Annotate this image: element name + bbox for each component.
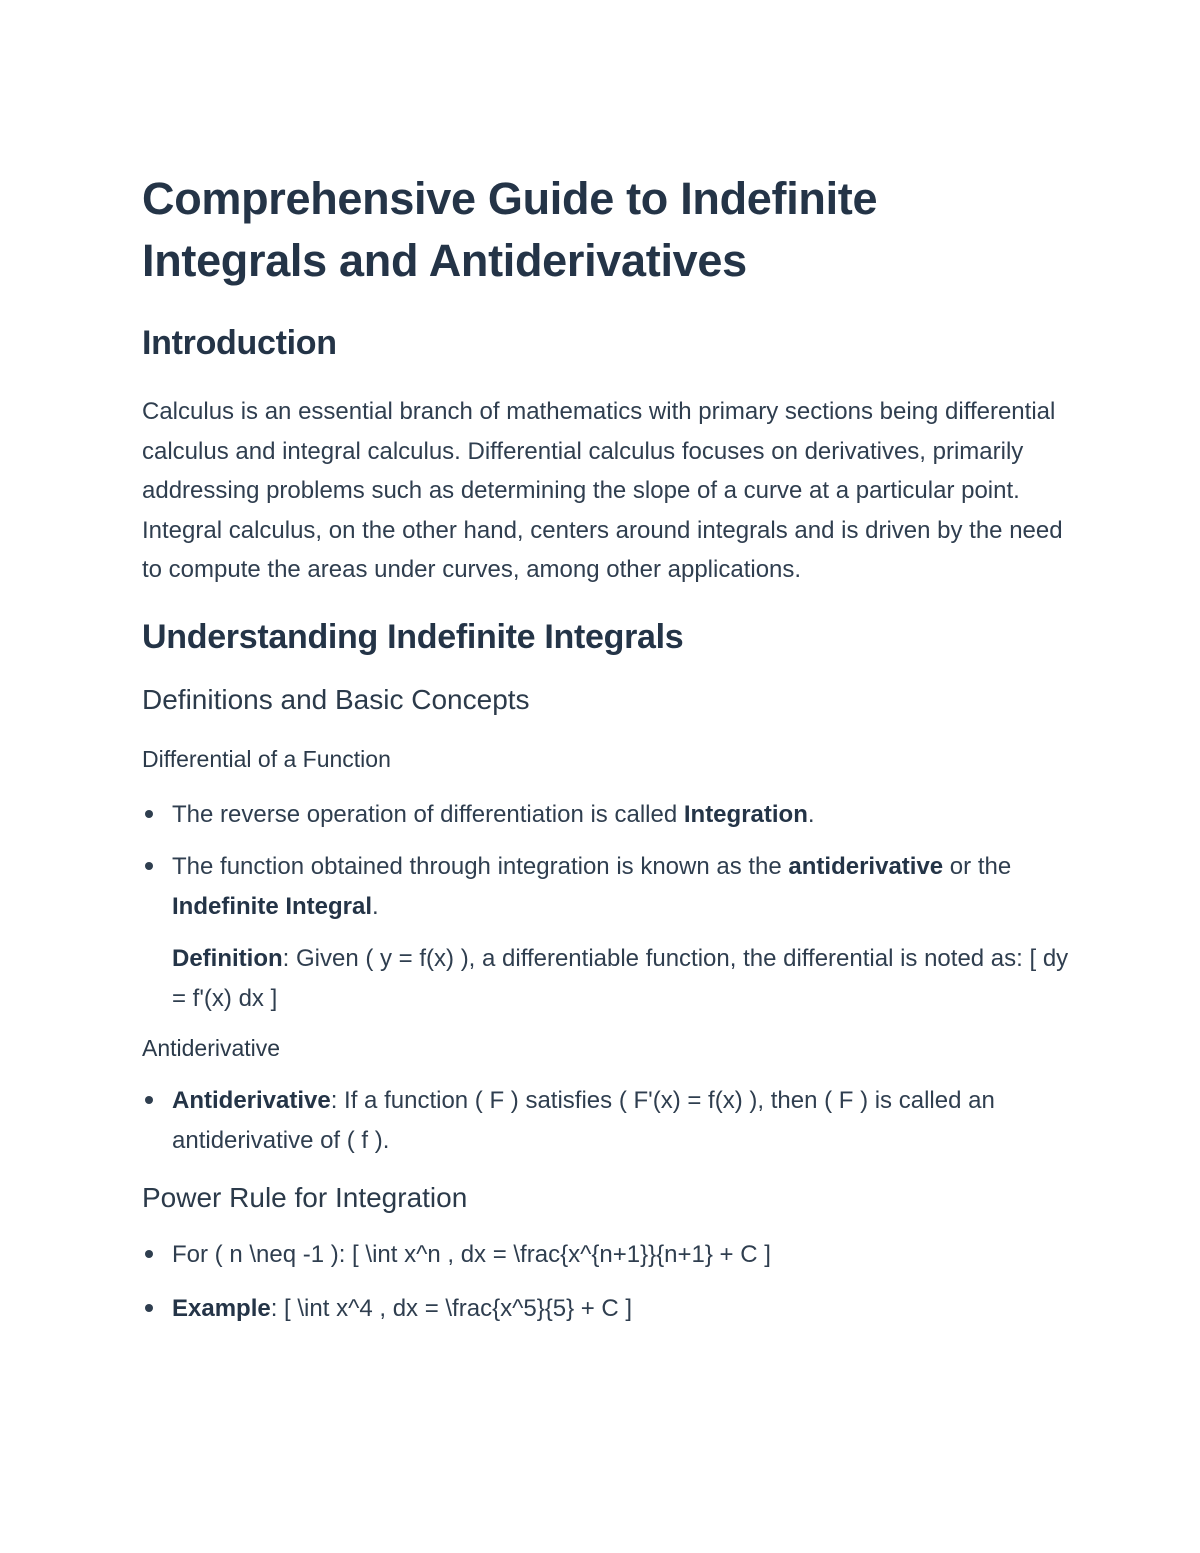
list-item-text: : [ \int x^4 , dx = \frac{x^5}{5} + C ] <box>270 1294 633 1322</box>
list-item <box>142 795 1072 835</box>
document-page <box>142 168 1072 1328</box>
differential-list <box>142 795 1072 927</box>
antiderivative-list <box>142 1081 1072 1160</box>
differential-heading: Differential of a Function <box>142 745 391 772</box>
bold-term: Integration <box>683 800 808 828</box>
list-item-text: The function obtained through integration is known as the <box>172 853 789 880</box>
document-title: Comprehensive Guide to Indefinite Integrals and Antiderivatives <box>142 173 878 286</box>
understanding-heading: Understanding Indefinite Integrals <box>142 617 684 656</box>
list-item-end: . <box>807 800 815 828</box>
bullet-icon <box>145 1304 153 1312</box>
definition-text: : Given ( y = f(x) ), a differentiable function, the differential is noted as: [ dy = f'(x) dx ] <box>172 945 1069 1012</box>
list-item-text: : If a function ( F ) satisfies ( F'(x) = f(x) ), then ( F ) is called an antiderivative of ( f ). <box>172 1087 995 1154</box>
list-item-text: For ( n \neq -1 ): [ \int x^n , dx = \frac{x^{n+1}}{n+1} + C ] <box>172 1241 771 1268</box>
bold-term: Antiderivative <box>172 1087 331 1114</box>
bullet-icon <box>145 1096 153 1104</box>
bullet-icon <box>145 810 153 818</box>
antiderivative-heading: Antiderivative <box>142 1035 281 1061</box>
list-item <box>142 1235 1072 1275</box>
bold-term: antiderivative <box>788 853 944 880</box>
list-item <box>142 847 1072 926</box>
list-item-text: or the <box>943 853 1012 880</box>
introduction-paragraph: Calculus is an essential branch of mathematics with primary sections being differential calculus and integral calculus. Differential calculus focuses on derivatives, primarily addressing problems such as determining the slope of a curve at a particular point. Integral calculus, on the other hand, centers around integrals and is driven by the need to compute the areas under curves, among other applications. <box>142 398 1063 583</box>
bullet-icon <box>145 862 153 870</box>
power-rule-list <box>142 1235 1072 1328</box>
list-item <box>142 1081 1072 1160</box>
bullet-icon <box>145 1250 153 1258</box>
definition-label: Definition <box>172 945 283 972</box>
bold-term: Indefinite Integral <box>172 892 373 920</box>
introduction-heading: Introduction <box>142 324 337 362</box>
definition-paragraph <box>142 939 1072 1018</box>
list-item-text: The reverse operation of differentiation is called <box>172 800 684 828</box>
bold-term: Example <box>172 1294 271 1322</box>
list-item-end: . <box>372 892 379 920</box>
power-rule-heading: Power Rule for Integration <box>142 1182 468 1213</box>
definitions-heading: Definitions and Basic Concepts <box>142 683 530 715</box>
list-item <box>142 1289 1072 1329</box>
